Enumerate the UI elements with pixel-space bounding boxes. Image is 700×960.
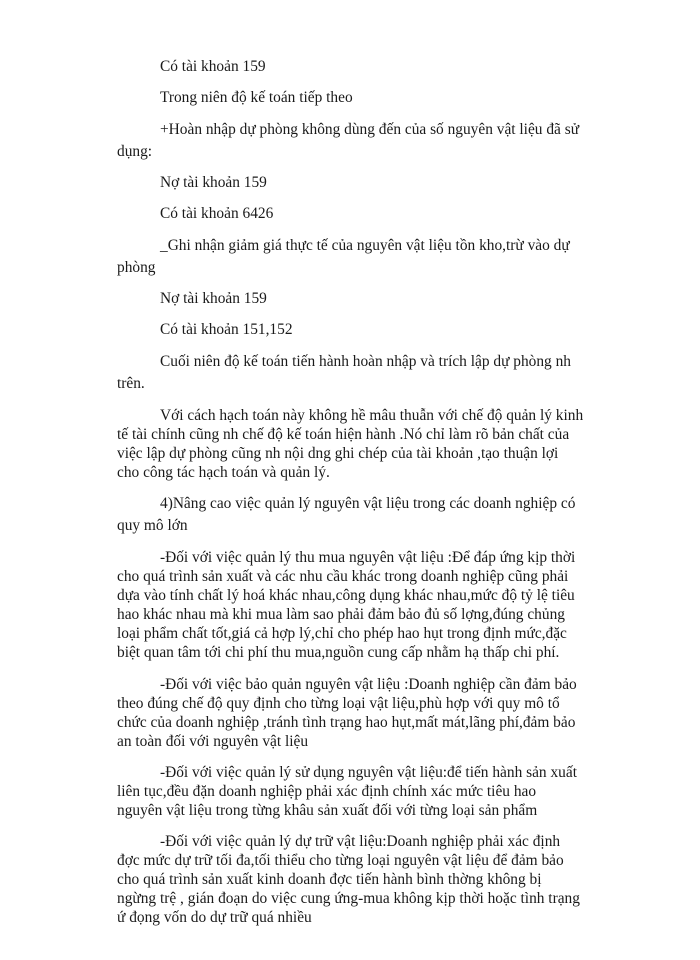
text-line: việc lập dự phòng cũng nh nội dng ghi chép của tài khoản ,tạo thuận lợi	[117, 445, 559, 462]
text-line: ứ đọng vốn do dự trữ quá nhiều	[117, 909, 312, 926]
text-line: cho quá trình sản xuất kinh doanh đợc tiến hành bình thờng không bị	[117, 871, 542, 888]
text-line: Nợ tài khoản 159	[160, 174, 267, 191]
text-line: an toàn đối với nguyên vật liệu	[117, 733, 309, 750]
text-line: -Đối với việc quản lý sử dụng nguyên vật liệu:để tiến hành sản xuất	[160, 764, 577, 781]
text-line: ngừng trệ , gián đoạn do việc cung ứng-mua không kịp thời hoặc tình trạng	[117, 890, 580, 907]
text-line: Có tài khoản 6426	[160, 205, 274, 222]
text-line: _Ghi nhận giảm giá thực tế của nguyên vật liệu tồn kho,trừ vào dự	[160, 237, 570, 254]
text-line: quy mô lớn	[117, 517, 188, 534]
text-line: -Đối với việc quản lý dự trữ vật liệu:Doanh nghiệp phải xác định	[160, 833, 561, 850]
text-line: -Đối với việc bảo quản nguyên vật liệu :Doanh nghiệp cần đảm bảo	[160, 676, 577, 693]
text-line: tế tài chính cũng nh chế độ kế toán hiện hành .Nó chỉ làm rõ bản chất của	[117, 426, 570, 443]
text-line: dụng:	[117, 143, 153, 160]
text-line: đợc mức dự trữ tối đa,tối thiểu cho từng loại nguyên vật liệu để đảm bảo	[117, 852, 564, 869]
text-line: loại phẩm chất tốt,giá cả hợp lý,chỉ cho phép hao hụt trong định mức,đặc	[117, 625, 567, 642]
text-line: Có tài khoản 159	[160, 58, 266, 75]
text-line: Trong niên độ kế toán tiếp theo	[160, 89, 353, 106]
text-line: Nợ tài khoản 159	[160, 290, 267, 307]
text-line: Cuối niên độ kế toán tiến hành hoàn nhập và trích lập dự phòng nh	[160, 353, 571, 370]
text-line: +Hoàn nhập dự phòng không dùng đến của số nguyên vật liệu đã sử	[160, 121, 580, 138]
text-line: cho quá trình sản xuất và các nhu cầu khác trong doanh nghiệp cũng phải	[117, 568, 569, 585]
text-line: cho công tác hạch toán và quản lý.	[117, 464, 330, 481]
text-line: Có tài khoản 151,152	[160, 321, 293, 338]
text-line: chức của doanh nghiệp ,tránh tình trạng hao hụt,mất mát,lãng phí,đảm bảo	[117, 714, 576, 731]
text-line: liên tục,đều đặn doanh nghiệp phải xác định chính xác mức tiêu hao	[117, 783, 537, 800]
text-line: phòng	[117, 259, 156, 276]
text-line: theo đúng chế độ quy định cho từng loại vật liệu,phù hợp với quy mô tổ	[117, 695, 560, 712]
text-line: hao khác nhau mà khi mua làm sao phải đảm bảo đủ số lợng,đúng chủng	[117, 606, 565, 623]
text-line: dựa vào tính chất lý hoá khác nhau,công dụng khác nhau,mức độ tỷ lệ tiêu	[117, 587, 575, 604]
text-line: 4)Nâng cao việc quản lý nguyên vật liệu trong các doanh nghiệp có	[160, 495, 576, 512]
text-line: biệt quan tâm tới chi phí thu mua,nguồn cung cấp nhằm hạ thấp chi phí.	[117, 644, 560, 661]
text-line: trên.	[117, 375, 145, 392]
text-line: -Đối với việc quản lý thu mua nguyên vật liệu :Để đáp ứng kịp thời	[160, 549, 576, 566]
text-line: Với cách hạch toán này không hề mâu thuẫn với chế độ quản lý kinh	[160, 407, 584, 424]
text-line: nguyên vật liệu trong từng khâu sản xuất đối với từng loại sản phẩm	[117, 802, 538, 819]
